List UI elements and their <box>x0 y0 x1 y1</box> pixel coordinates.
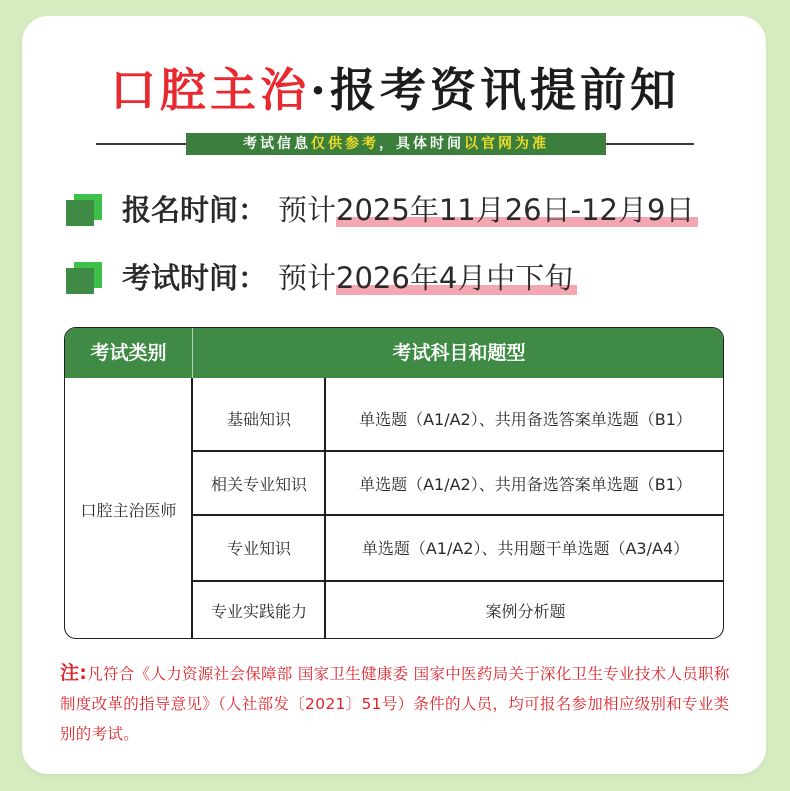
registration-time-value <box>278 188 698 232</box>
disclaimer-banner <box>186 133 606 155</box>
header-category: 考试类别 <box>90 342 167 364</box>
divider-left <box>96 143 188 145</box>
divider-right <box>606 143 694 145</box>
disclaimer-part-d: 以官网为准 <box>464 136 549 152</box>
exam-subjects-table <box>64 327 724 639</box>
table-row-subject: 基础知识 <box>226 409 291 429</box>
title-highlight: 口腔主治 <box>109 63 310 117</box>
footnote-text: 凡符合《人力资源社会保障部 国家卫生健康委 国家中医药局关于深化卫生专业技术人员职称制度改革的指导意见》（人社部发〔2021〕51号）条件的人员，均可报名参加相应级别和专业类别的考试。 <box>60 665 730 743</box>
registration-time-date: 2025年11月26日-12月9日 <box>336 193 698 227</box>
exam-time-prefix: 预计 <box>278 261 337 295</box>
table-row-subject: 相关专业知识 <box>210 474 307 494</box>
footnote <box>60 658 740 749</box>
exam-time-date: 2026年4月中下旬 <box>336 261 577 295</box>
bullet-square-icon <box>66 262 102 294</box>
category-cell: 口腔主治医师 <box>80 500 177 520</box>
page-title <box>0 62 790 118</box>
table-row-question-type: 案例分析题 <box>485 601 566 621</box>
disclaimer-part-c: ，具体时间 <box>379 136 464 152</box>
bullet-square-icon <box>66 194 102 226</box>
exam-time-value <box>278 256 577 300</box>
disclaimer-part-b: 仅供参考 <box>311 136 379 152</box>
table-row-subject: 专业实践能力 <box>210 601 307 621</box>
title-main: 报考资讯提前知 <box>330 63 680 117</box>
table-row-question-type: 单选题（A1/A2）、共用备选答案单选题（B1） <box>359 409 692 429</box>
registration-time-label: 报名时间： <box>122 193 268 227</box>
table-row-subject: 专业知识 <box>226 538 291 558</box>
header-subjects: 考试科目和题型 <box>392 342 526 364</box>
registration-time-prefix: 预计 <box>278 193 337 227</box>
table-row-question-type: 单选题（A1/A2）、共用备选答案单选题（B1） <box>359 474 692 494</box>
table-header <box>65 328 723 378</box>
footnote-lead: 注: <box>60 662 88 684</box>
disclaimer-part-a: 考试信息 <box>243 136 311 152</box>
table-row-question-type: 单选题（A1/A2）、共用题干单选题（A3/A4） <box>361 538 690 558</box>
title-separator: · <box>309 63 330 117</box>
exam-time-label: 考试时间： <box>122 261 268 295</box>
